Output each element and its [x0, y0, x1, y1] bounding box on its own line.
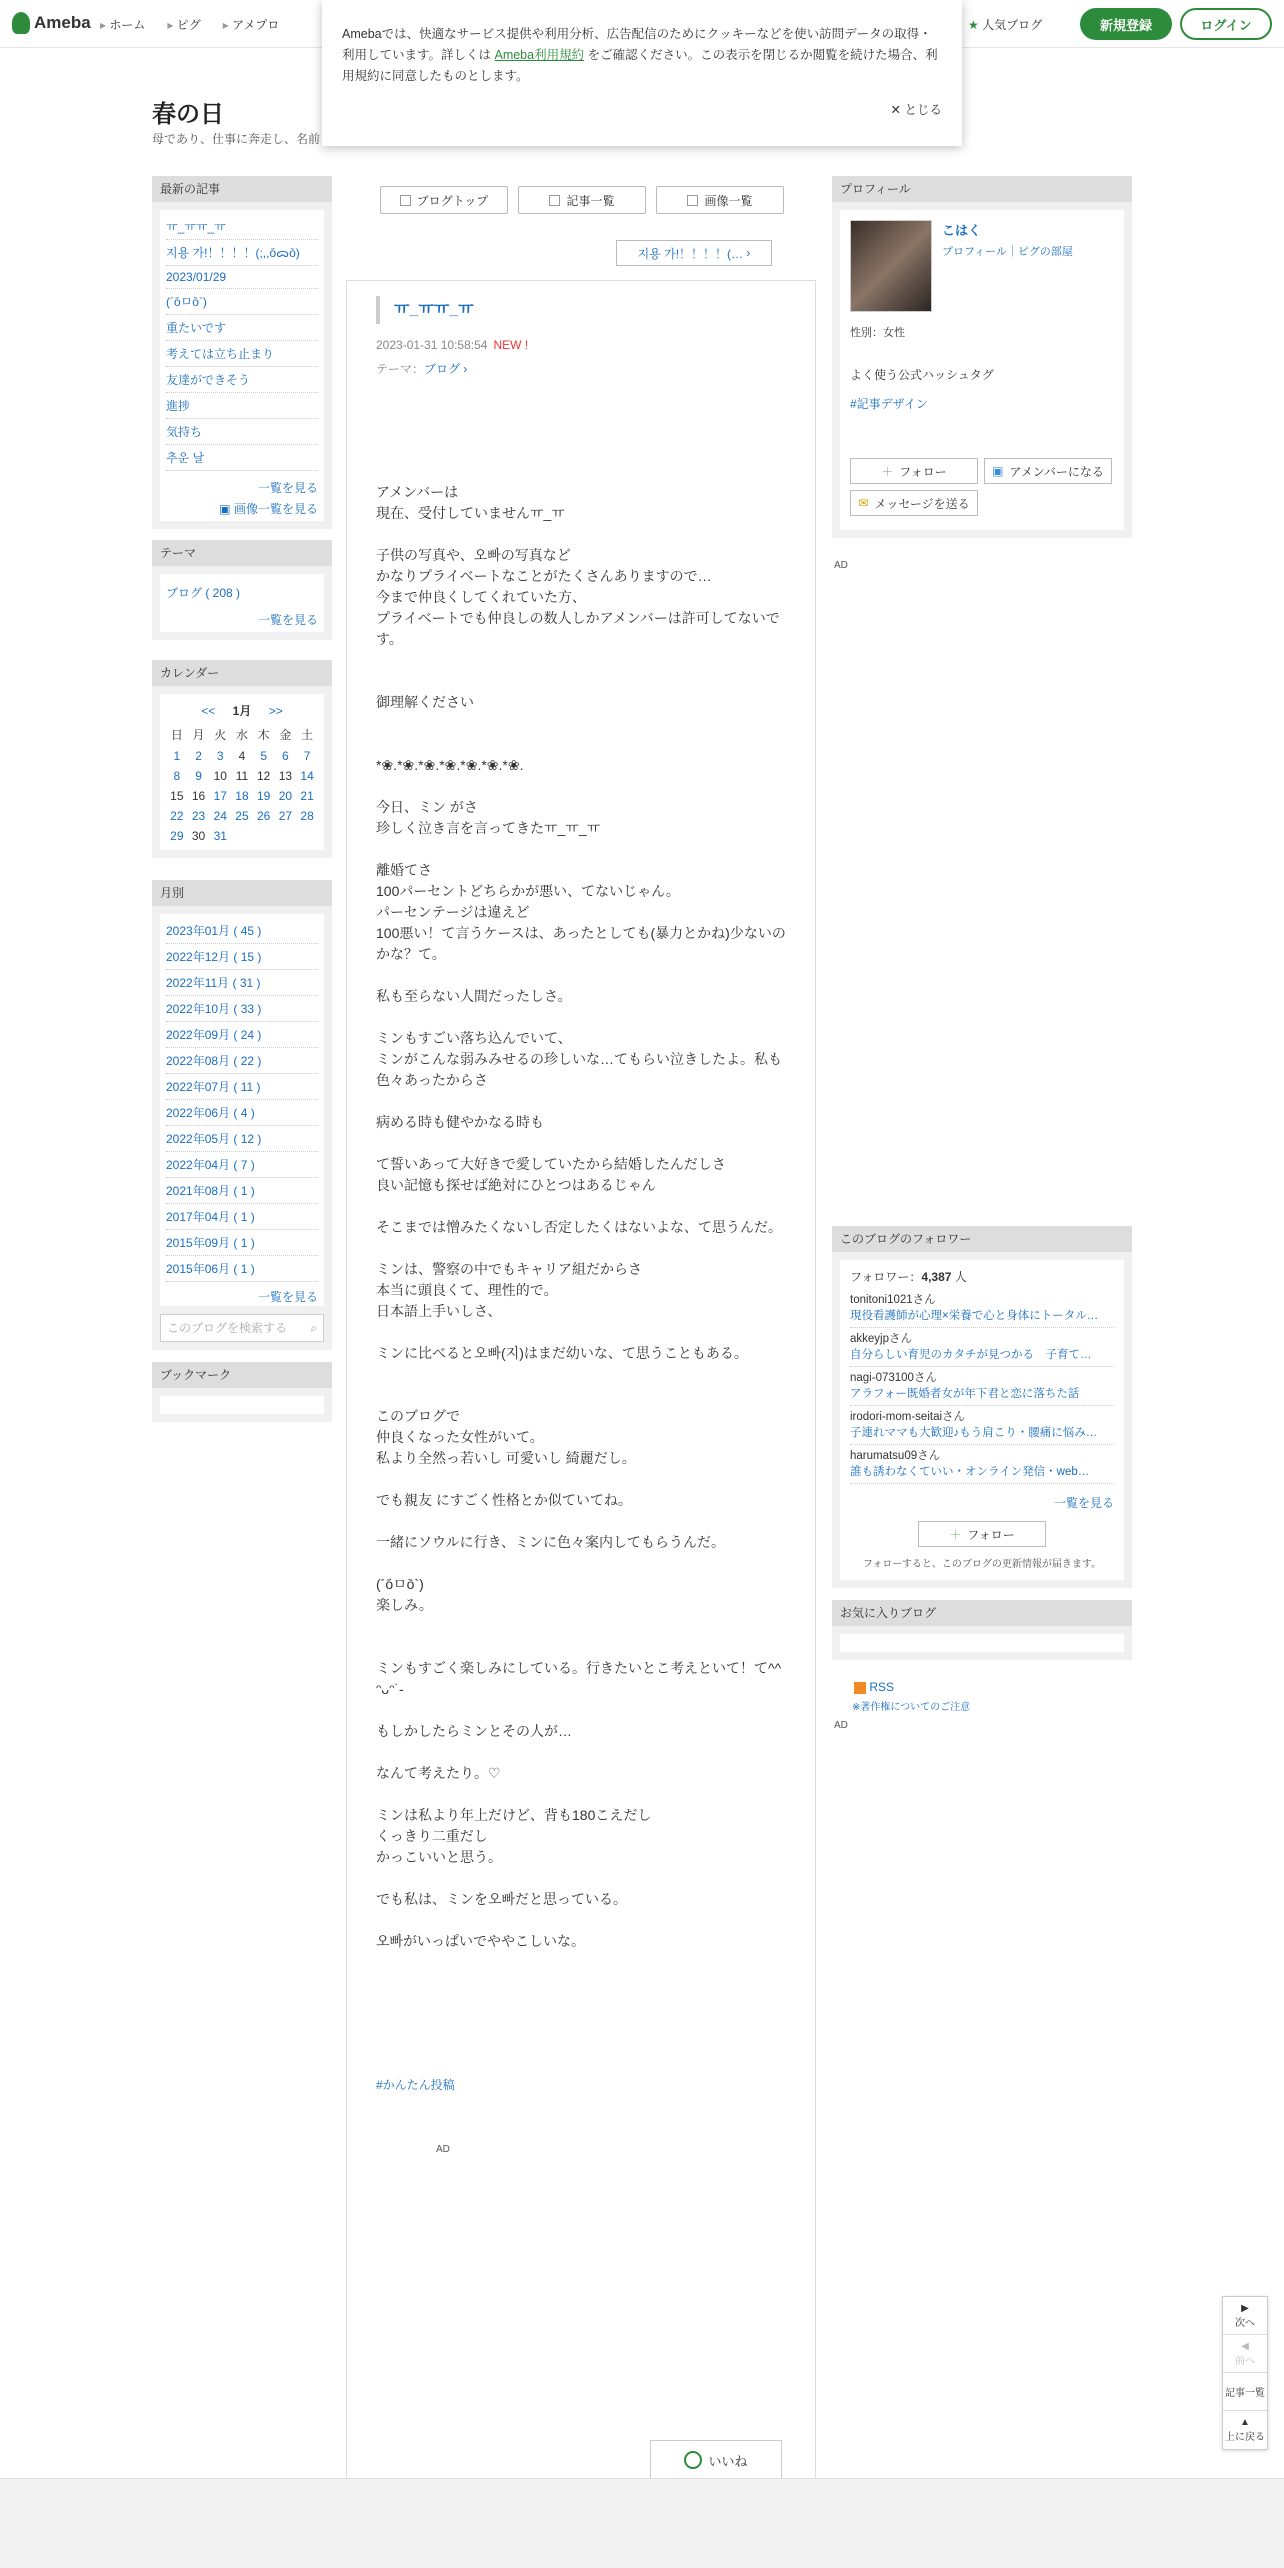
article-text-line: ミンは、警察の中でもキャリア組だからさ [376, 1261, 642, 1277]
rss-icon [854, 1682, 866, 1694]
monthly-archive-link[interactable]: 2022年04月 ( 7 ) [166, 1152, 318, 1178]
cal-prev[interactable]: << [201, 704, 216, 718]
follower-user: akkeyjpさん [850, 1333, 912, 1345]
article-text-line: 御理解ください [376, 694, 474, 710]
back-icon: ◀ [1241, 2340, 1249, 2352]
theme-link[interactable]: ブログ ( 208 ) [166, 586, 241, 600]
article-text-line: くっきり二重だし [376, 1828, 488, 1844]
profile-name[interactable]: こはく [942, 223, 982, 238]
cal-day [253, 826, 275, 846]
blank-line [376, 776, 786, 797]
chevron-right-icon: › [743, 246, 751, 260]
cookie-text-2: をご確認ください。この表示を閉じるか閲覧を続けた場合、利用規約に同意したものとします。 [342, 48, 938, 83]
tab-article-list[interactable] [518, 186, 646, 214]
followers-count [850, 1268, 1114, 1289]
cal-day: 16 [191, 789, 206, 803]
plus-icon: ＋ [949, 1527, 962, 1542]
next-label: 次へ [1235, 2317, 1255, 2329]
tab-label: 画像一覧 [704, 193, 753, 208]
bookmark-box [152, 1362, 332, 1422]
article-text-line: 今日、ミン がさ [376, 799, 478, 815]
cal-day-link[interactable]: 3 [216, 749, 224, 763]
amember-label: アメンバーになる [1009, 464, 1104, 479]
theme-title: テーマ [152, 540, 332, 566]
blank-line [376, 461, 786, 482]
cal-day [275, 826, 297, 846]
blank-line [376, 524, 786, 545]
monthly-archive-link[interactable]: 2015年06月 ( 1 ) [166, 1256, 318, 1282]
follower-blog: 誰も誘わなくていい・オンライン発信・web… [850, 1466, 1090, 1478]
cookie-close-button[interactable]: ✕ とじる [890, 103, 942, 117]
recent-images-label: 画像一覧を見る [233, 502, 318, 516]
cal-month: 1月 [232, 704, 252, 718]
plus-icon: ＋ [881, 464, 894, 479]
follower-user: harumatsu09さん [850, 1450, 941, 1462]
popular-blog-link[interactable] [968, 16, 1042, 33]
followers-list [850, 1289, 1114, 1484]
follower-item[interactable] [850, 1406, 1114, 1445]
cal-day-link[interactable]: 17 [213, 789, 227, 803]
article-text-line: 日本語上手いしさ、 [376, 1303, 502, 1319]
follower-item[interactable] [850, 1328, 1114, 1367]
cal-day: 15 [170, 789, 184, 803]
prev-button[interactable] [1223, 2335, 1267, 2373]
star-icon: ★ [968, 18, 979, 32]
blog-title[interactable]: 春の日 [152, 101, 224, 128]
theme-label: テーマ： [376, 362, 425, 376]
smile-icon [684, 2451, 702, 2469]
follower-user: tonitoni1021さん [850, 1294, 936, 1306]
blank-line [376, 713, 786, 734]
article-text-line: 100悪い！て言うケースは、あったとしても(暴力とかね)少ないのかな？て。 [376, 925, 786, 962]
monthly-archive-link[interactable]: 2021年08月 ( 1 ) [166, 1178, 318, 1204]
image-icon: ▣ [219, 502, 231, 516]
recent-article-link[interactable]: 考えては立ち止まり [166, 341, 318, 367]
tab-label: 記事一覧 [566, 193, 615, 208]
cal-day-link[interactable]: 6 [282, 749, 289, 763]
article-text-line: なんて考えたり。♡ [376, 1765, 501, 1781]
recent-article-link[interactable]: 추운 날 [166, 445, 318, 471]
favorite-blogs-box [832, 1600, 1132, 1660]
article-text-line: このブログで [376, 1408, 460, 1424]
favorites-content [840, 1634, 1124, 1652]
article-text-line: 私より全然っ若いし 可愛いし 綺麗だし。 [376, 1450, 636, 1466]
cal-weekday: 火 [214, 728, 227, 742]
cal-day-link[interactable]: 1 [173, 749, 181, 763]
cal-day: 11 [235, 769, 249, 783]
message-button[interactable] [850, 490, 978, 516]
cal-day-link[interactable]: 26 [256, 809, 271, 823]
play-icon: ▶ [1241, 2302, 1249, 2314]
blog-description: 母であり、仕事に奔走し、名前 [152, 132, 321, 146]
rss-link[interactable] [854, 1680, 894, 1694]
calendar-title: カレンダー [152, 660, 332, 686]
profile-gender: 性別：女性 [850, 327, 905, 339]
register-button[interactable]: 新規登録 [1080, 8, 1172, 40]
article-text-line: かなりプライベートなことがたくさんありますので… [376, 568, 712, 584]
recent-article-link[interactable]: 2023/01/29 [166, 266, 318, 289]
follower-blog: 自分らしい育児のカタチが見つかる 子育て… [850, 1349, 1092, 1361]
ameba-logo-icon [12, 12, 30, 34]
monthly-archive-link[interactable]: 2022年12月 ( 15 ) [166, 944, 318, 970]
followers-more-link[interactable]: 一覧を見る [1053, 1496, 1114, 1510]
nav-pigg[interactable]: ▸ ピグ [167, 16, 200, 33]
cal-day-link[interactable]: 9 [195, 769, 202, 783]
blank-line [376, 1133, 786, 1154]
monthly-archive-link[interactable]: 2022年11月 ( 31 ) [166, 970, 318, 996]
monthly-archive-link[interactable]: 2022年07月 ( 11 ) [166, 1074, 318, 1100]
followers-count-unit: 人 [954, 1270, 967, 1284]
blank-line [376, 965, 786, 986]
tab-image-list[interactable] [656, 186, 784, 214]
article-text-line: でも私は、ミンを오빠だと思っている。 [376, 1891, 628, 1907]
rss-label: RSS [869, 1680, 895, 1694]
cal-weekday: 木 [257, 728, 270, 742]
profile-links[interactable]: プロフィール｜ピグの部屋 [942, 246, 1073, 258]
blank-line [376, 1385, 786, 1406]
cal-weekday: 日 [170, 728, 183, 742]
up-icon: ▲ [1240, 2417, 1250, 2428]
article-text-line: ᵔᴗᵔ˙- [376, 1681, 404, 1697]
cal-day: 30 [191, 829, 206, 843]
monthly-archive-link[interactable]: 2015年09月 ( 1 ) [166, 1230, 318, 1256]
article-text-line: ミンもすごい落ち込んでいて、 [376, 1030, 572, 1046]
amember-button[interactable] [984, 458, 1112, 484]
article-text-line: 仲良くなった女性がいて。 [376, 1429, 544, 1445]
article-text-line: 一緒にソウルに行き、ミンに色々案内してもらうんだ。 [376, 1534, 726, 1550]
tab-blog-top[interactable] [380, 186, 508, 214]
blank-line [376, 1322, 786, 1343]
monthly-archive-link[interactable]: 2022年08月 ( 22 ) [166, 1048, 318, 1074]
cal-day-link[interactable]: 23 [191, 809, 206, 823]
article-text-line: かっこいいと思う。 [376, 1849, 502, 1865]
blank-line [376, 440, 786, 461]
blank-line [376, 650, 786, 671]
followers-box [832, 1226, 1132, 1588]
bookmark-title: ブックマーク [152, 1362, 332, 1388]
message-label: メッセージを送る [874, 496, 970, 511]
cal-day-link[interactable]: 20 [278, 789, 293, 803]
mail-icon: ✉ [858, 496, 869, 510]
blank-line [376, 1469, 786, 1490]
article-theme [376, 360, 467, 377]
follower-item[interactable] [850, 1367, 1114, 1406]
like-button[interactable] [650, 2440, 782, 2480]
floating-nav [1222, 2296, 1268, 2450]
copyright-link[interactable]: ※著作権についてのご注意 [852, 1702, 971, 1713]
article-text-line: 離婚てさ [376, 862, 432, 878]
like-label: いいね [708, 2453, 748, 2469]
followers-count-label: フォロワー： [850, 1270, 922, 1284]
cal-day-link[interactable]: 5 [260, 749, 267, 763]
blank-line [376, 1700, 786, 1721]
recent-list [160, 210, 324, 475]
next-article-button[interactable] [616, 240, 772, 266]
article-date: 2023-01-31 10:58:54 [376, 338, 488, 352]
article-text-line: 오빠がいっぱいでややこしいな。 [376, 1933, 586, 1949]
home-icon [400, 195, 411, 206]
monthly-box [152, 880, 332, 1317]
cal-day-link[interactable]: 24 [213, 809, 227, 823]
recent-title: 最新の記事 [152, 176, 332, 202]
cal-day [231, 826, 253, 846]
recent-images-link[interactable] [166, 496, 318, 517]
article-text-line: ミンもすごく楽しみにしている。行きたいとこ考えといて！て^^ [376, 1660, 782, 1676]
article-text-line: ミンがこんな弱みみせるの珍しいな…てもらい泣きしたよ。私も色々あったからさ [376, 1051, 782, 1088]
cookie-text: Amebaでは、快適なサービス提供や利用分析、広告配信のためにクッキーなどを使い訪問データの取得・利用しています。詳しくは [342, 27, 932, 62]
article-text-line: *❀.*❀.*❀.*❀.*❀.*❀.*❀. [376, 757, 524, 773]
next-article-label: 지용 가!！！！！(… [637, 246, 744, 261]
article-text-line: 100パーセントどちらかが悪い、てないじゃん。 [376, 883, 680, 899]
ad-label: AD [834, 560, 848, 571]
blank-line [376, 1637, 786, 1658]
cal-day-link[interactable]: 27 [278, 809, 293, 823]
cal-weekday: 月 [192, 728, 205, 742]
blank-line [376, 839, 786, 860]
cal-day-link[interactable]: 31 [213, 829, 227, 843]
blog-tabs [380, 186, 784, 214]
article-text-line: 本当に頭良くて、理性的で。 [376, 1282, 558, 1298]
followers-count-value: 4,387 [921, 1270, 952, 1284]
profile-hashtag[interactable]: #記事デザイン [850, 397, 928, 411]
follower-blog: 現役看護師が心理×栄養で心と身体にトータル… [850, 1310, 1099, 1322]
article-text-line: 楽しみ。 [376, 1597, 433, 1613]
cal-day-link[interactable]: 2 [195, 749, 202, 763]
blank-line [376, 1196, 786, 1217]
article-hashtag[interactable]: #かんたん投稿 [376, 2078, 455, 2092]
recent-article-link[interactable]: 気持ち [166, 419, 318, 445]
article-text-line: そこまでは憎みたくないし否定したくはないよな、て思うんだ。 [376, 1219, 782, 1235]
follow-note: フォローすると、このブログの更新情報が届きます。 [862, 1559, 1102, 1570]
cal-day-link[interactable]: 28 [300, 809, 314, 823]
theme-box [152, 540, 332, 640]
next-button[interactable] [1223, 2297, 1267, 2335]
follower-item[interactable] [850, 1289, 1114, 1328]
blank-line [376, 1910, 786, 1931]
article-text-line: アメンバーは [376, 484, 459, 500]
blank-line [376, 734, 786, 755]
article-text-line: 現在、受付していませんㅠ_ㅠ [376, 505, 565, 521]
blank-line [376, 1091, 786, 1112]
monthly-archive-link[interactable]: 2022年09月 ( 24 ) [166, 1022, 318, 1048]
cal-day: 13 [278, 769, 293, 783]
article-text-line: 子供の写真や、오빠の写真など [376, 547, 571, 563]
blank-line [376, 1784, 786, 1805]
recent-article-link[interactable]: ㅠ_ㅠㅠ_ㅠ [166, 214, 318, 240]
monthly-archive-link[interactable]: 2017年04月 ( 1 ) [166, 1204, 318, 1230]
follow-button-2[interactable] [918, 1521, 1046, 1547]
article-text-line: プライベートでも仲良しの数人しかアメンバーは許可してないです。 [376, 610, 780, 647]
article-text-line: 良い記憶も探せば絶対にひとつはあるじゃん [376, 1177, 656, 1193]
back-to-top-button[interactable] [1223, 2411, 1267, 2449]
favorites-title: お気に入りブログ [832, 1600, 1132, 1626]
cal-day-link[interactable]: 14 [300, 769, 314, 783]
hashtag-label: よく使う公式ハッシュタグ [850, 368, 994, 382]
cal-weekday: 金 [279, 728, 292, 742]
article-text-line: パーセンテージは違えど [376, 904, 530, 920]
theme-more-link[interactable]: 一覧を見る [257, 613, 318, 627]
popular-label: 人気ブログ [982, 18, 1043, 32]
follower-user: nagi-073100さん [850, 1372, 937, 1384]
tab-label: ブログトップ [416, 193, 489, 208]
cal-day-link[interactable]: 29 [170, 829, 184, 843]
avatar[interactable] [850, 220, 932, 312]
nav-home[interactable]: ▸ ホーム [100, 16, 145, 33]
recent-more-link[interactable]: 一覧を見る [257, 481, 318, 495]
follow-label: フォロー [967, 1527, 1015, 1542]
monthly-archive-link[interactable]: 2022年06月 ( 4 ) [166, 1100, 318, 1126]
ad-label-2: AD [834, 1720, 848, 1731]
article-list-label: 記事一覧 [1225, 2388, 1265, 2399]
follow-label: フォロー [899, 464, 947, 479]
recent-articles-box [152, 176, 332, 529]
footer [0, 2478, 1284, 2568]
cal-day: 12 [256, 769, 271, 783]
cal-day-link[interactable]: 18 [235, 789, 249, 803]
blank-line [376, 1007, 786, 1028]
article-text-line: 珍しく泣き言を言ってきたㅠ_ㅠ_ㅠ [376, 820, 601, 836]
article-meta [376, 338, 528, 352]
cal-day-link[interactable]: 25 [235, 809, 249, 823]
follower-blog: 子連れママも大歓迎♪もう肩こり・腰痛に悩み… [850, 1427, 1098, 1439]
article-text-line: 病める時も健やかなる時も [376, 1114, 544, 1130]
article-text-line: ミンは私より年上だけど、背も180こえだし [376, 1807, 652, 1823]
calendar-table [166, 723, 318, 846]
search-input[interactable] [160, 1314, 324, 1342]
calendar-box [152, 660, 332, 858]
article-text-line: でも親友 にすごく性格とか似ていてね。 [376, 1492, 632, 1508]
article-title[interactable]: ㅠ_ㅠㅠ_ㅠ [376, 296, 474, 324]
article-theme-link[interactable]: ブログ [424, 362, 461, 376]
blank-line [376, 1238, 786, 1259]
monthly-archive-link[interactable]: 2022年10月 ( 33 ) [166, 996, 318, 1022]
back-to-top-label: 上に戻る [1225, 2432, 1265, 2443]
list-icon [549, 195, 560, 206]
follower-user: irodori-mom-seitaiさん [850, 1411, 966, 1423]
cal-day: 4 [238, 749, 246, 763]
article-text-line: 今まで仲良くしてくれていた方、 [376, 589, 586, 605]
article-text-line: て誓いあって大好きで愛していたから結婚したんだしさ [376, 1156, 726, 1172]
article-list-button[interactable] [1223, 2373, 1267, 2411]
cal-next[interactable]: >> [268, 704, 283, 718]
monthly-more-link[interactable]: 一覧を見る [257, 1290, 318, 1304]
cal-day: 10 [213, 769, 227, 783]
blank-line [376, 1364, 786, 1385]
blank-line [376, 1511, 786, 1532]
search-icon[interactable]: ⌕ [310, 1321, 317, 1335]
bookmark-content [160, 1396, 324, 1414]
chevron-right-icon: › [460, 362, 468, 376]
blank-line [376, 671, 786, 692]
article-text-line: 私も至らない人間だったしさ。 [376, 988, 572, 1004]
article-text-line: もしかしたらミンとその人が… [376, 1723, 572, 1739]
login-button[interactable]: ログイン [1180, 8, 1272, 40]
followers-title: このブログのフォロワー [832, 1226, 1132, 1252]
terms-link[interactable]: Ameba利用規約 [494, 48, 585, 62]
cal-day-link[interactable]: 21 [300, 789, 314, 803]
cal-day-link[interactable]: 22 [170, 809, 184, 823]
monthly-title: 月別 [152, 880, 332, 906]
ameba-logo[interactable] [12, 12, 91, 34]
global-nav [100, 16, 279, 33]
cal-weekday: 水 [235, 728, 248, 742]
search-placeholder: このブログを検索する [167, 1321, 288, 1335]
monthly-list [160, 914, 324, 1284]
article-body [376, 440, 786, 1952]
follower-blog: アラフォー既婚者女が年下君と恋に落ちた話 [850, 1388, 1080, 1400]
cal-weekday: 土 [301, 728, 314, 742]
article-text-line: ミンに比べると오빠(지)はまだ幼いな、て思うこともある。 [376, 1345, 748, 1361]
new-badge: NEW ! [493, 338, 529, 352]
follower-item[interactable] [850, 1445, 1114, 1484]
camera-icon [687, 195, 698, 206]
ad-label: AD [436, 2144, 450, 2155]
blog-search [152, 1306, 332, 1350]
nav-amepro[interactable]: ▸ アメプロ [223, 16, 280, 33]
monthly-archive-link[interactable]: 2022年05月 ( 12 ) [166, 1126, 318, 1152]
blank-line [376, 1553, 786, 1574]
monthly-archive-link[interactable]: 2023年01月 ( 45 ) [166, 918, 318, 944]
cal-day [296, 826, 318, 846]
article-text-line: (´o᷄ㅁo᷅`) [376, 1576, 424, 1592]
prev-label: 前へ [1235, 2355, 1255, 2367]
cal-day-link[interactable]: 19 [256, 789, 271, 803]
recent-article-link[interactable]: 友達ができそう [166, 367, 318, 393]
amember-icon: ▣ [992, 464, 1004, 478]
blank-line [376, 1742, 786, 1763]
profile-title: プロフィール [832, 176, 1132, 202]
cal-day-link[interactable]: 7 [303, 749, 311, 763]
blank-line [376, 1868, 786, 1889]
recent-article-link[interactable]: (´o᷄ㅁo᷅`) [166, 289, 318, 315]
follow-button[interactable] [850, 458, 978, 484]
blank-line [376, 1616, 786, 1637]
cookie-banner [322, 0, 962, 146]
logo-text: Ameba [34, 13, 91, 32]
profile-box [832, 176, 1132, 538]
recent-article-link[interactable]: 進捗 [166, 393, 318, 419]
recent-article-link[interactable]: 지용 가!！！！！(;,,o᷄ᯅo᷅) [166, 240, 318, 266]
recent-article-link[interactable]: 重たいです [166, 315, 318, 341]
cal-day-link[interactable]: 8 [173, 769, 181, 783]
